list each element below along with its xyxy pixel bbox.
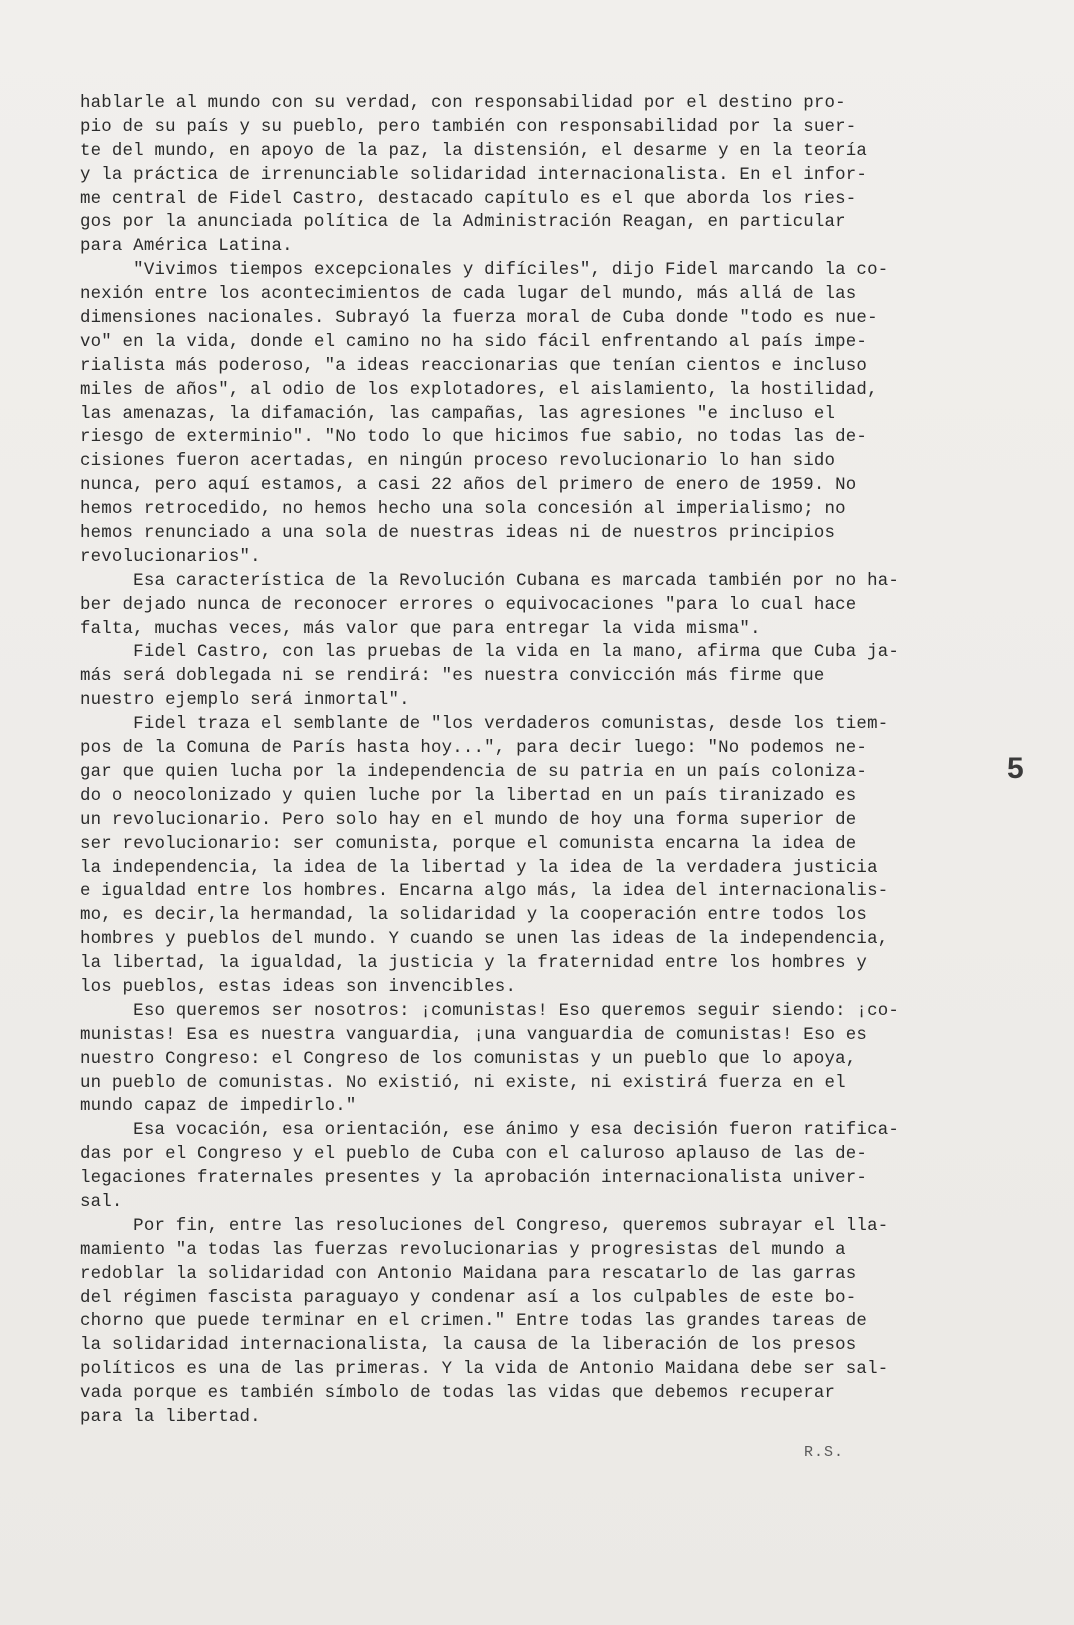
text-line: nuestro ejemplo será inmortal". — [80, 691, 410, 711]
text-line: del régimen fascista paraguayo y condenar así a los culpables de este bo- — [80, 1288, 857, 1308]
text-line: hemos retrocedido, no hemos hecho una sola concesión al imperialismo; no — [80, 500, 846, 520]
text-line: mo, es decir,la hermandad, la solidaridad y la cooperación entre todos los — [80, 906, 868, 926]
text-line: políticos es una de las primeras. Y la vida de Antonio Maidana debe ser sal- — [80, 1360, 889, 1380]
text-line: Por fin, entre las resoluciones del Congreso, queremos subrayar el lla- — [80, 1216, 889, 1236]
text-line: hemos renunciado a una sola de nuestras ideas ni de nuestros principios — [80, 524, 836, 544]
text-line: hombres y pueblos del mundo. Y cuando se unen las ideas de la independencia, — [80, 930, 889, 950]
text-line: vada porque es también símbolo de todas las vidas que debemos recuperar — [80, 1384, 836, 1404]
text-line: falta, muchas veces, más valor que para entregar la vida misma". — [80, 619, 761, 639]
text-line: gar que quien lucha por la independencia de su patria en un país coloniza- — [80, 762, 868, 782]
text-line: la solidaridad internacionalista, la causa de la liberación de los presos — [80, 1336, 857, 1356]
text-line: sal. — [80, 1192, 123, 1212]
text-line: gos por la anunciada política de la Administración Reagan, en particular — [80, 213, 846, 233]
text-line: para la libertad. — [80, 1407, 261, 1427]
text-line: mundo capaz de impedirlo." — [80, 1097, 357, 1117]
text-line: nunca, pero aquí estamos, a casi 22 años del primero de enero de 1959. No — [80, 476, 857, 496]
text-line: para América Latina. — [80, 237, 293, 257]
body-text — [80, 92, 1000, 1430]
text-line: mamiento "a todas las fuerzas revolucionarias y progresistas del mundo a — [80, 1240, 846, 1260]
text-line: dimensiones nacionales. Subrayó la fuerza moral de Cuba donde "todo es nue- — [80, 309, 878, 329]
text-line: rialista más poderoso, "a ideas reaccionarias que tenían cientos e incluso — [80, 356, 868, 376]
text-line: te del mundo, en apoyo de la paz, la distensión, el desarme y en la teoría — [80, 141, 868, 161]
text-line: hablarle al mundo con su verdad, con responsabilidad por el destino pro- — [80, 94, 846, 113]
text-line: la libertad, la igualdad, la justicia y la fraternidad entre los hombres y — [80, 954, 868, 974]
text-line: e igualdad entre los hombres. Encarna algo más, la idea del internacionalis- — [80, 882, 889, 902]
text-line: vo" en la vida, donde el camino no ha sido fácil enfrentando al país impe- — [80, 332, 868, 352]
text-line: Esa vocación, esa orientación, ese ánimo y esa decisión fueron ratifica- — [80, 1121, 899, 1141]
text-line: un revolucionario. Pero solo hay en el mundo de hoy una forma superior de — [80, 810, 857, 830]
text-line: miles de años", al odio de los explotadores, el aislamiento, la hostilidad, — [80, 380, 878, 400]
text-line: Fidel traza el semblante de "los verdaderos comunistas, desde los tiem- — [80, 715, 889, 735]
text-line: ber dejado nunca de reconocer errores o equivocaciones "para lo cual hace — [80, 595, 857, 615]
text-line: munistas! Esa es nuestra vanguardia, ¡una vanguardia de comunistas! Eso es — [80, 1025, 868, 1045]
text-line: "Vivimos tiempos excepcionales y difíciles", dijo Fidel marcando la co- — [80, 261, 889, 281]
text-line: Esa característica de la Revolución Cubana es marcada también por no ha- — [80, 571, 899, 591]
text-line: riesgo de exterminio". "No todo lo que hicimos fue sabio, no todas las de- — [80, 428, 868, 448]
text-line: y la práctica de irrenunciable solidaridad internacionalista. En el infor- — [80, 165, 868, 185]
page-number: 5 — [1007, 752, 1024, 785]
text-line: nuestro Congreso: el Congreso de los comunistas y un pueblo que lo apoya, — [80, 1049, 857, 1069]
text-line: la independencia, la idea de la libertad y la idea de la verdadera justicia — [80, 858, 878, 878]
text-line: das por el Congreso y el pueblo de Cuba con el caluroso aplauso de las de- — [80, 1145, 868, 1165]
text-line: cisiones fueron acertadas, en ningún proceso revolucionario lo han sido — [80, 452, 836, 472]
text-line: legaciones fraternales presentes y la aprobación internacionalista univer- — [80, 1169, 868, 1189]
text-line: Eso queremos ser nosotros: ¡comunistas! Eso queremos seguir siendo: ¡co- — [80, 1001, 899, 1021]
text-line: más será doblegada ni se rendirá: "es nuestra convicción más firme que — [80, 667, 825, 687]
text-line: las amenazas, la difamación, las campañas, las agresiones "e incluso el — [80, 404, 836, 424]
text-line: chorno que puede terminar en el crimen." Entre todas las grandes tareas de — [80, 1312, 868, 1332]
text-line: redoblar la solidaridad con Antonio Maidana para rescatarlo de las garras — [80, 1264, 857, 1284]
text-line: los pueblos, estas ideas son invencibles. — [80, 977, 517, 997]
text-line: pio de su país y su pueblo, pero también con responsabilidad por la suer- — [80, 117, 857, 137]
text-line: un pueblo de comunistas. No existió, ni existe, ni existirá fuerza en el — [80, 1073, 846, 1093]
text-line: pos de la Comuna de París hasta hoy...", para decir luego: "No podemos ne- — [80, 739, 868, 759]
text-line: do o neocolonizado y quien luche por la libertad en un país tiranizado es — [80, 786, 857, 806]
text-line: ser revolucionario: ser comunista, porque el comunista encarna la idea de — [80, 834, 857, 854]
text-line: nexión entre los acontecimientos de cada lugar del mundo, más allá de las — [80, 285, 857, 305]
text-line: me central de Fidel Castro, destacado capítulo es el que aborda los ries- — [80, 189, 857, 209]
author-initials: R.S. — [804, 1444, 845, 1461]
text-line: Fidel Castro, con las pruebas de la vida en la mano, afirma que Cuba ja- — [80, 643, 899, 663]
text-line: revolucionarios". — [80, 547, 261, 567]
